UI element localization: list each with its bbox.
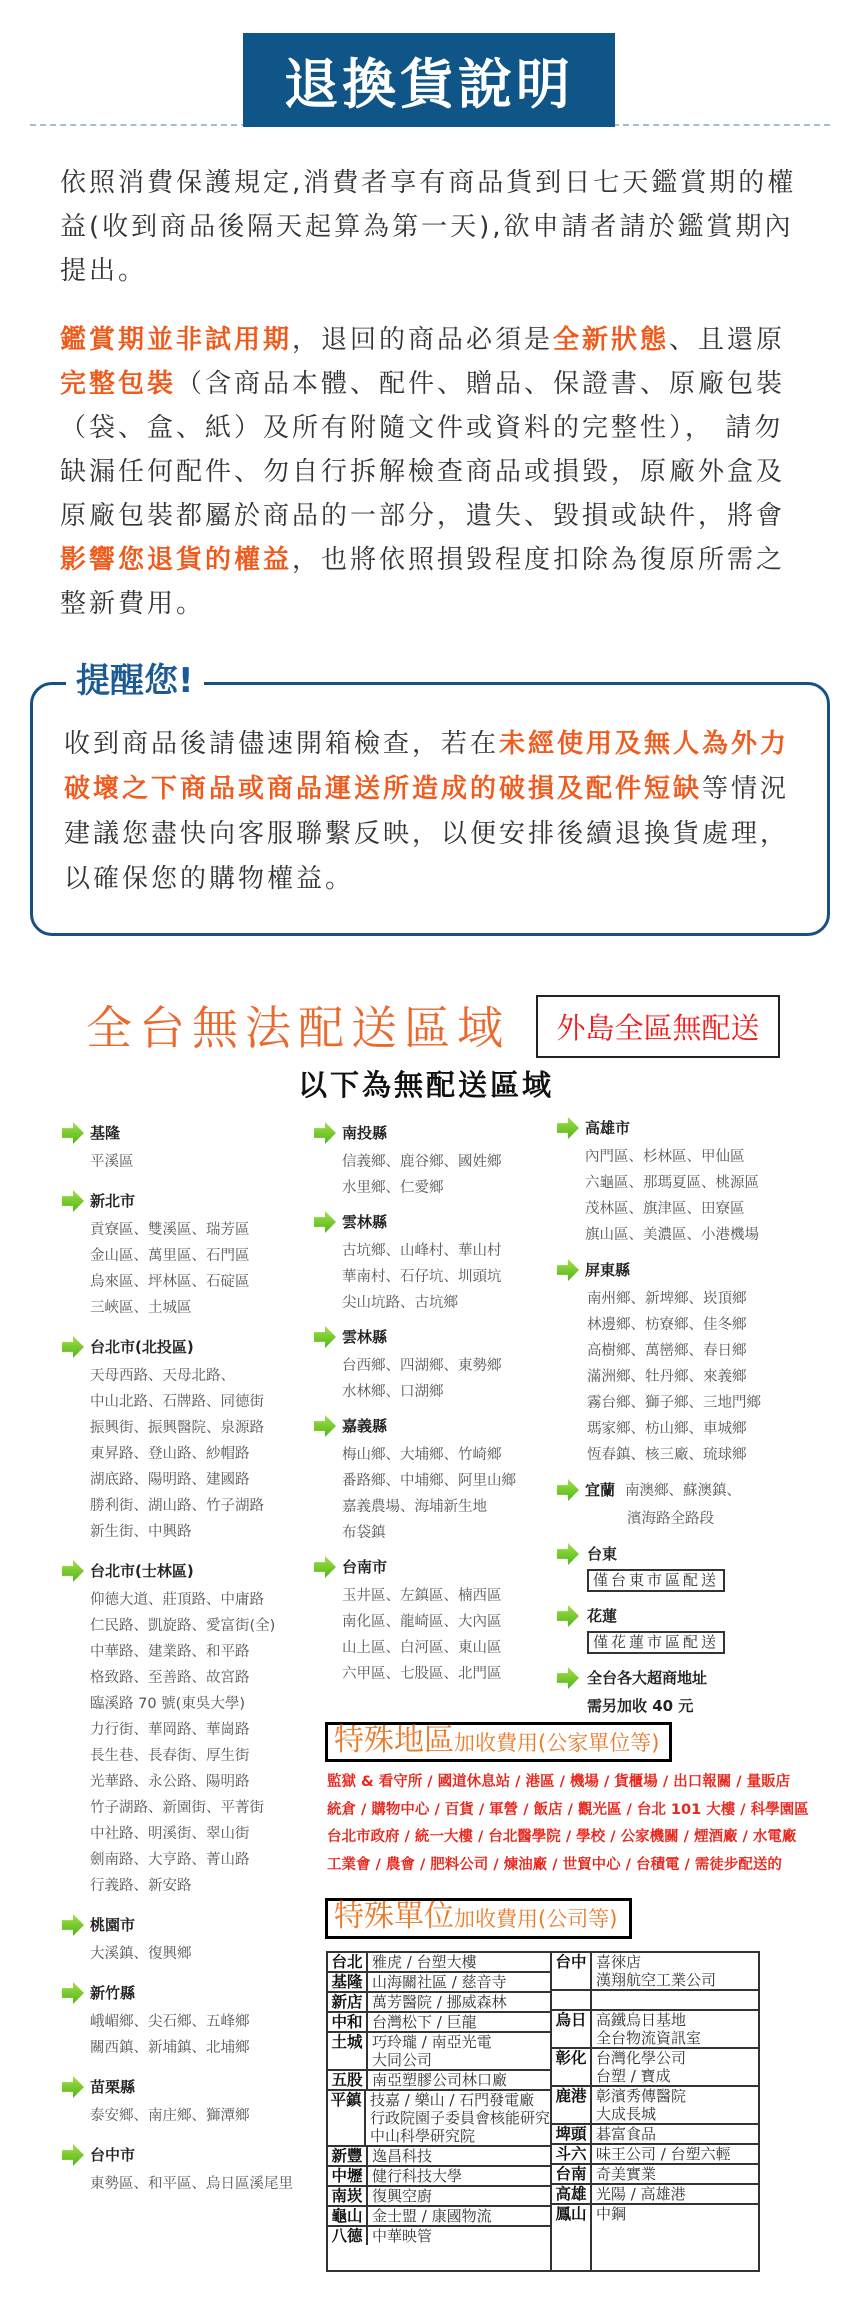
unit-line: 高鐵烏日基地: [596, 2011, 687, 2029]
region-group: [62, 1334, 293, 1545]
region-group: [557, 1115, 861, 1248]
special-area-list: [327, 1769, 809, 1879]
unit-names: [368, 2033, 550, 2069]
unit-line: 行政院園子委員會核能研究: [369, 2109, 550, 2127]
table-row: [328, 2225, 550, 2245]
unit-names: [592, 2165, 758, 2183]
region-line: 新生街、中興路: [90, 1524, 192, 1540]
unit-line: 復興空廚: [372, 2187, 433, 2205]
table-row: [552, 2085, 758, 2123]
reminder-text: [64, 722, 809, 902]
unit-names: [368, 2071, 550, 2089]
unit-names: [592, 1991, 758, 2009]
region-line: 霧台鄉、獅子鄉、三地門鄉: [587, 1395, 761, 1411]
green-arrow-icon: [314, 1122, 336, 1144]
delivery-note-box: 僅花蓮市區配送: [587, 1631, 725, 1654]
region-group: [314, 1554, 516, 1687]
region-group: [62, 1912, 293, 1967]
region-line: 仁民路、凱旋路、愛富街(全): [90, 1618, 276, 1634]
page-title: 退換貨說明: [243, 33, 615, 127]
table-row: [328, 2205, 550, 2225]
green-arrow-icon: [314, 1415, 336, 1437]
green-arrow-icon: [62, 1190, 84, 1212]
region-group: [314, 1209, 516, 1316]
area-label: 新豐: [328, 2147, 368, 2165]
unit-line: 雅虎 / 台塑大樓: [372, 1953, 477, 1971]
region-name: 花蓮: [587, 1607, 618, 1625]
region-group: [62, 1980, 293, 2061]
region-line: 水林鄉、口湖鄉: [342, 1384, 444, 1400]
area-label: 八德: [328, 2227, 368, 2245]
body-text: 、且還原: [669, 325, 786, 355]
region-line: 關西鎮、新埔鎮、北埔鄉: [90, 2040, 250, 2056]
unit-names: [592, 2185, 758, 2203]
region-name: 高雄市: [585, 1119, 631, 1137]
green-arrow-icon: [62, 1982, 84, 2004]
region-group: [314, 1413, 516, 1546]
region-line: 濱海路全路段: [627, 1511, 714, 1527]
unit-line: 彰濱秀傳醫院: [596, 2087, 687, 2105]
area-label: 平鎮: [328, 2091, 366, 2145]
region-line: 恆春鎮、核三廠、琉球鄉: [587, 1447, 747, 1463]
unit-line: 南亞塑膠公司林口廠: [372, 2071, 508, 2089]
region-line: 東勢區、和平區、烏日區溪尾里: [90, 2176, 293, 2192]
unit-line: 金士盟 / 康國物流: [372, 2207, 492, 2225]
region-line: 水里鄉、仁愛鄉: [342, 1180, 444, 1196]
region-line: 內門區、杉林區、甲仙區: [585, 1149, 745, 1165]
unit-names: [368, 1993, 550, 2011]
special-area-heading: [325, 1722, 672, 1762]
region-group: [314, 1324, 516, 1405]
special-unit-table-right: [552, 1951, 760, 2272]
green-arrow-icon: [62, 2144, 84, 2166]
green-arrow-icon: [62, 2076, 84, 2098]
unit-line: 奇美實業: [596, 2165, 657, 2183]
special-area-title: 特殊地區: [334, 1723, 454, 1758]
region-line: 滿洲鄉、牡丹鄉、來義鄉: [587, 1369, 747, 1385]
region-group: [62, 1188, 293, 1321]
region-line: 六甲區、七股區、北門區: [342, 1666, 502, 1682]
area-label: 新店: [328, 1993, 368, 2011]
unit-line: 萬芳醫院 / 挪威森林: [372, 1993, 507, 2011]
region-line: 格致路、至善路、故宮路: [90, 1670, 250, 1686]
region-line: 行義路、新安路: [90, 1878, 192, 1894]
special-unit-tables: [326, 1951, 760, 2272]
unit-line: 台塑 / 寶成: [596, 2067, 671, 2085]
unit-line: 味王公司 / 台塑六輕: [596, 2145, 731, 2163]
region-line: 南澳鄉、蘇澳鎮、: [625, 1483, 742, 1499]
table-row: [552, 2203, 758, 2270]
region-line: 尖山坑路、古坑鄉: [342, 1295, 458, 1311]
region-group: [557, 1665, 861, 1721]
region-line: 嘉義農場、海埔新生地: [342, 1499, 487, 1515]
region-line: 山上區、白河區、東山區: [342, 1640, 502, 1656]
region-line: 玉井區、左鎮區、楠西區: [342, 1588, 502, 1604]
unit-line: 中鋼: [596, 2205, 627, 2223]
region-line: 梅山鄉、大埔鄉、竹崎鄉: [342, 1447, 502, 1463]
region-line: 大溪鎮、復興鄉: [90, 1946, 192, 1962]
region-line: 中社路、明溪街、翠山街: [90, 1826, 250, 1842]
region-line: 華南村、石仔坑、圳頭坑: [342, 1269, 502, 1285]
green-arrow-icon: [557, 1543, 579, 1565]
unit-names: [592, 2125, 758, 2143]
area-label: 台南: [552, 2165, 592, 2183]
unit-names: [368, 2207, 550, 2225]
table-row: [328, 2145, 550, 2165]
region-name: 新北市: [90, 1192, 136, 1210]
region-line: 信義鄉、鹿谷鄉、國姓鄉: [342, 1154, 502, 1170]
unit-names: [368, 2167, 550, 2185]
table-row: [552, 2123, 758, 2143]
region-name: 嘉義縣: [342, 1417, 388, 1435]
reminder-title: 提醒您!: [66, 658, 204, 704]
table-row: [328, 1971, 550, 1991]
body-text: ，退回的商品必須是: [292, 325, 554, 355]
green-arrow-icon: [314, 1556, 336, 1578]
region-line: 瑪家鄉、枋山鄉、車城鄉: [587, 1421, 747, 1437]
green-arrow-icon: [62, 1122, 84, 1144]
region-line: 三峽區、土城區: [90, 1300, 192, 1316]
no-delivery-subtitle: 以下為無配送區域: [298, 1068, 555, 1102]
unit-line: 大同公司: [372, 2051, 433, 2069]
area-label: 中壢: [328, 2167, 368, 2185]
green-arrow-icon: [557, 1605, 579, 1627]
region-name: 基隆: [90, 1124, 121, 1142]
body-text: 收到商品後請儘速開箱檢查，若在: [64, 729, 500, 759]
table-row: [328, 2165, 550, 2185]
special-area-subtitle: 加收費用(公家單位等): [454, 1731, 660, 1755]
special-unit-heading: [325, 1898, 632, 1939]
unit-names: [592, 2011, 758, 2047]
area-label: 鳳山: [552, 2205, 592, 2270]
region-line: 中山北路、石牌路、同德街: [90, 1394, 264, 1410]
region-column-2: [314, 1120, 516, 1695]
region-line: 番路鄉、中埔鄉、阿里山鄉: [342, 1473, 516, 1489]
table-row: [328, 2031, 550, 2069]
unit-names: [592, 2087, 758, 2123]
region-column-3: [557, 1115, 861, 1730]
region-line: 光華路、永公路、陽明路: [90, 1774, 250, 1790]
region-line: 劍南路、大亨路、菁山路: [90, 1852, 250, 1868]
region-group: [314, 1120, 516, 1201]
unit-names: [368, 2187, 550, 2205]
region-line: 南州鄉、新埤鄉、崁頂鄉: [587, 1291, 747, 1307]
region-line: 仰德大道、莊頂路、中庸路: [90, 1592, 264, 1608]
no-delivery-title: 全台無法配送區域: [86, 1001, 510, 1055]
area-label: 彰化: [552, 2049, 592, 2085]
region-line: 台西鄉、四湖鄉、東勢鄉: [342, 1358, 502, 1374]
region-column-1: [62, 1120, 293, 2210]
region-line: 振興街、振興醫院、泉源路: [90, 1420, 264, 1436]
delivery-note-box: 僅台東市區配送: [587, 1569, 725, 1592]
green-arrow-icon: [557, 1667, 579, 1689]
region-group: [557, 1603, 861, 1656]
highlight-text: 全新狀態: [553, 325, 670, 355]
region-line: 臨溪路 70 號(東吳大學): [90, 1696, 245, 1712]
policy-paragraph: [60, 318, 810, 626]
unit-line: 大成長城: [596, 2105, 657, 2123]
unit-names: [368, 2147, 550, 2165]
region-line: 古坑鄉、山峰村、華山村: [342, 1243, 502, 1259]
region-name: 台東: [587, 1545, 618, 1563]
region-line: 峨嵋鄉、尖石鄉、五峰鄉: [90, 2014, 250, 2030]
region-line: 貢寮區、雙溪區、瑞芳區: [90, 1222, 250, 1238]
green-arrow-icon: [557, 1117, 579, 1139]
region-line: 勝利街、湖山路、竹子湖路: [90, 1498, 264, 1514]
region-line: 竹子湖路、新園街、平菁街: [90, 1800, 264, 1816]
surcharge-note: 需另加收 40 元: [587, 1697, 694, 1715]
region-line: 布袋鎮: [342, 1525, 386, 1541]
area-label: 台中: [552, 1953, 592, 1989]
area-label: 龜山: [328, 2207, 368, 2225]
unit-line: 巧玲瓏 / 南亞光電: [372, 2033, 492, 2051]
unit-names: [366, 2091, 550, 2145]
area-label: 南崁: [328, 2187, 368, 2205]
unit-line: 台灣松下 / 巨龍: [372, 2013, 477, 2031]
region-name: 雲林縣: [342, 1328, 388, 1346]
unit-names: [592, 2145, 758, 2163]
table-row: [552, 2163, 758, 2183]
region-name: 苗栗縣: [90, 2078, 136, 2096]
region-name: 台南市: [342, 1558, 388, 1576]
green-arrow-icon: [62, 1560, 84, 1582]
unit-line: 中山科學研究院: [369, 2127, 475, 2145]
area-label: 鹿港: [552, 2087, 592, 2123]
green-arrow-icon: [314, 1326, 336, 1348]
area-label: 土城: [328, 2033, 368, 2069]
region-line: 天母西路、天母北路、: [90, 1368, 235, 1384]
green-arrow-icon: [314, 1211, 336, 1233]
region-line: 旗山區、美濃區、小港機場: [585, 1227, 759, 1243]
body-text: 等情況建議您盡快向客服聯繫反映，以便安排後續退換貨處理，以確保您的購物權益。: [64, 774, 790, 894]
table-row: [328, 2011, 550, 2031]
region-name: 台北市(士林區): [90, 1562, 194, 1580]
region-line: 湖底路、陽明路、建國路: [90, 1472, 250, 1488]
unit-names: [368, 2013, 550, 2031]
area-label: 埤頭: [552, 2125, 592, 2143]
special-area-line: 監獄 & 看守所 / 國道休息站 / 港區 / 機場 / 貨櫃場 / 出口報關 / 量販店: [327, 1774, 791, 1790]
unit-line: 台灣化學公司: [596, 2049, 687, 2067]
region-name: 桃園市: [90, 1916, 136, 1934]
unit-names: [368, 1953, 550, 1971]
special-unit-subtitle: 加收費用(公司等): [454, 1907, 618, 1931]
region-line: 六龜區、那瑪夏區、桃源區: [585, 1175, 759, 1191]
highlight-text: 鑑賞期並非試用期: [60, 325, 293, 355]
region-group: [62, 2142, 293, 2197]
region-line: 平溪區: [90, 1154, 134, 1170]
area-label: 五股: [328, 2071, 368, 2089]
region-line: 中華路、建業路、和平路: [90, 1644, 250, 1660]
region-name: 台中市: [90, 2146, 136, 2164]
green-arrow-icon: [557, 1259, 579, 1281]
table-row: [328, 1991, 550, 2011]
body-text: （含商品本體、配件、贈品、保證書、原廠包裝（袋、盒、紙）及所有附隨文件或資料的完整性）， 請勿缺漏任何配件、勿自行拆解檢查商品或損毀，原廠外盒及原廠包裝都屬於商品的一部分，遺失、毀損或缺件，將會: [60, 369, 786, 531]
region-group: [557, 1257, 861, 1468]
unit-line: 中華映管: [372, 2227, 433, 2245]
table-row: [328, 2185, 550, 2205]
unit-names: [368, 2227, 550, 2245]
region-name: 南投縣: [342, 1124, 388, 1142]
island-note: 外島全區無配送: [536, 995, 780, 1058]
unit-line: 山海關社區 / 慈音寺: [372, 1973, 507, 1991]
unit-names: [368, 1973, 550, 1991]
region-name: 雲林縣: [342, 1213, 388, 1231]
table-row: [552, 2047, 758, 2085]
region-name: 宜蘭: [585, 1481, 616, 1499]
unit-line: 健行科技大學: [372, 2167, 463, 2185]
highlight-text: 未經使用及無人為外力破壞之下商品或商品運送所造成的破損及配件短缺: [64, 729, 790, 804]
green-arrow-icon: [557, 1479, 579, 1501]
region-line: 泰安鄉、南庄鄉、獅潭鄉: [90, 2108, 250, 2124]
region-line: 長生巷、長春街、厚生街: [90, 1748, 250, 1764]
table-row: [552, 1989, 758, 2009]
region-name: 台北市(北投區): [90, 1338, 194, 1356]
region-name: 新竹縣: [90, 1984, 136, 2002]
special-unit-table-left: [326, 1951, 552, 2272]
table-row: [328, 1953, 550, 1971]
region-line: 茂林區、旗津區、田寮區: [585, 1201, 745, 1217]
unit-names: [592, 2049, 758, 2085]
table-row: [552, 1953, 758, 1989]
area-label: 高雄: [552, 2185, 592, 2203]
region-name: 全台各大超商地址: [587, 1669, 708, 1687]
unit-line: 漢翔航空工業公司: [596, 1971, 717, 1989]
region-group: [62, 1558, 293, 1899]
region-group: [557, 1541, 861, 1594]
unit-line: 光陽 / 高雄港: [596, 2185, 686, 2203]
body-text: ，也將依照損毀程度扣除為復原所需之整新費用。: [60, 545, 786, 619]
unit-line: 碁富食品: [596, 2125, 657, 2143]
area-label: 斗六: [552, 2145, 592, 2163]
green-arrow-icon: [62, 1914, 84, 1936]
region-name: 屏東縣: [585, 1261, 631, 1279]
special-area-line: 工業會 / 農會 / 肥料公司 / 煉油廠 / 世貿中心 / 台積電 / 需徒步配送的: [327, 1856, 782, 1873]
special-area-line: 統倉 / 購物中心 / 百貨 / 軍營 / 飯店 / 觀光區 / 台北 101 大樓 / 科學園區: [327, 1801, 809, 1818]
table-row: [328, 2069, 550, 2089]
area-label: 中和: [328, 2013, 368, 2031]
region-line: 林邊鄉、枋寮鄉、佳冬鄉: [587, 1317, 747, 1333]
highlight-text: 完整包裝: [60, 369, 177, 399]
region-line: 東昇路、登山路、紗帽路: [90, 1446, 250, 1462]
body-text: 依照消費保護規定,消費者享有商品貨到日七天鑑賞期的權益(收到商品後隔天起算為第一天),欲申請者請於鑑賞期內提出。: [60, 168, 797, 286]
unit-names: [592, 2205, 758, 2270]
region-line: 南化區、龍崎區、大內區: [342, 1614, 502, 1630]
area-label: 基隆: [328, 1973, 368, 1991]
area-label: [552, 1991, 592, 2009]
table-row: [552, 2183, 758, 2203]
table-row: [552, 2143, 758, 2163]
intro-paragraph: [60, 161, 810, 293]
special-unit-title: 特殊單位: [334, 1899, 454, 1934]
highlight-text: 影響您退貨的權益: [60, 545, 293, 575]
region-group: [62, 2074, 293, 2129]
unit-line: 逸昌科技: [372, 2147, 433, 2165]
region-group: [62, 1120, 293, 1175]
unit-line: 全台物流資訊室: [596, 2029, 702, 2047]
special-area-line: 台北市政府 / 統一大樓 / 台北醫學院 / 學校 / 公家機關 / 煙酒廠 / 水電廠: [327, 1829, 797, 1845]
table-row: [328, 2089, 550, 2145]
region-line: 高樹鄉、萬巒鄉、春日鄉: [587, 1343, 747, 1359]
unit-line: 喜徠店: [596, 1953, 642, 1971]
region-group: [557, 1477, 861, 1532]
region-line: 力行街、華岡路、華崗路: [90, 1722, 250, 1738]
green-arrow-icon: [62, 1336, 84, 1358]
area-label: 台北: [328, 1953, 368, 1971]
unit-line: 技嘉 / 樂山 / 石門發電廠: [369, 2091, 535, 2109]
unit-names: [592, 1953, 758, 1989]
area-label: 烏日: [552, 2011, 592, 2047]
region-line: 金山區、萬里區、石門區: [90, 1248, 250, 1264]
table-row: [552, 2009, 758, 2047]
region-line: 烏來區、坪林區、石碇區: [90, 1274, 250, 1290]
